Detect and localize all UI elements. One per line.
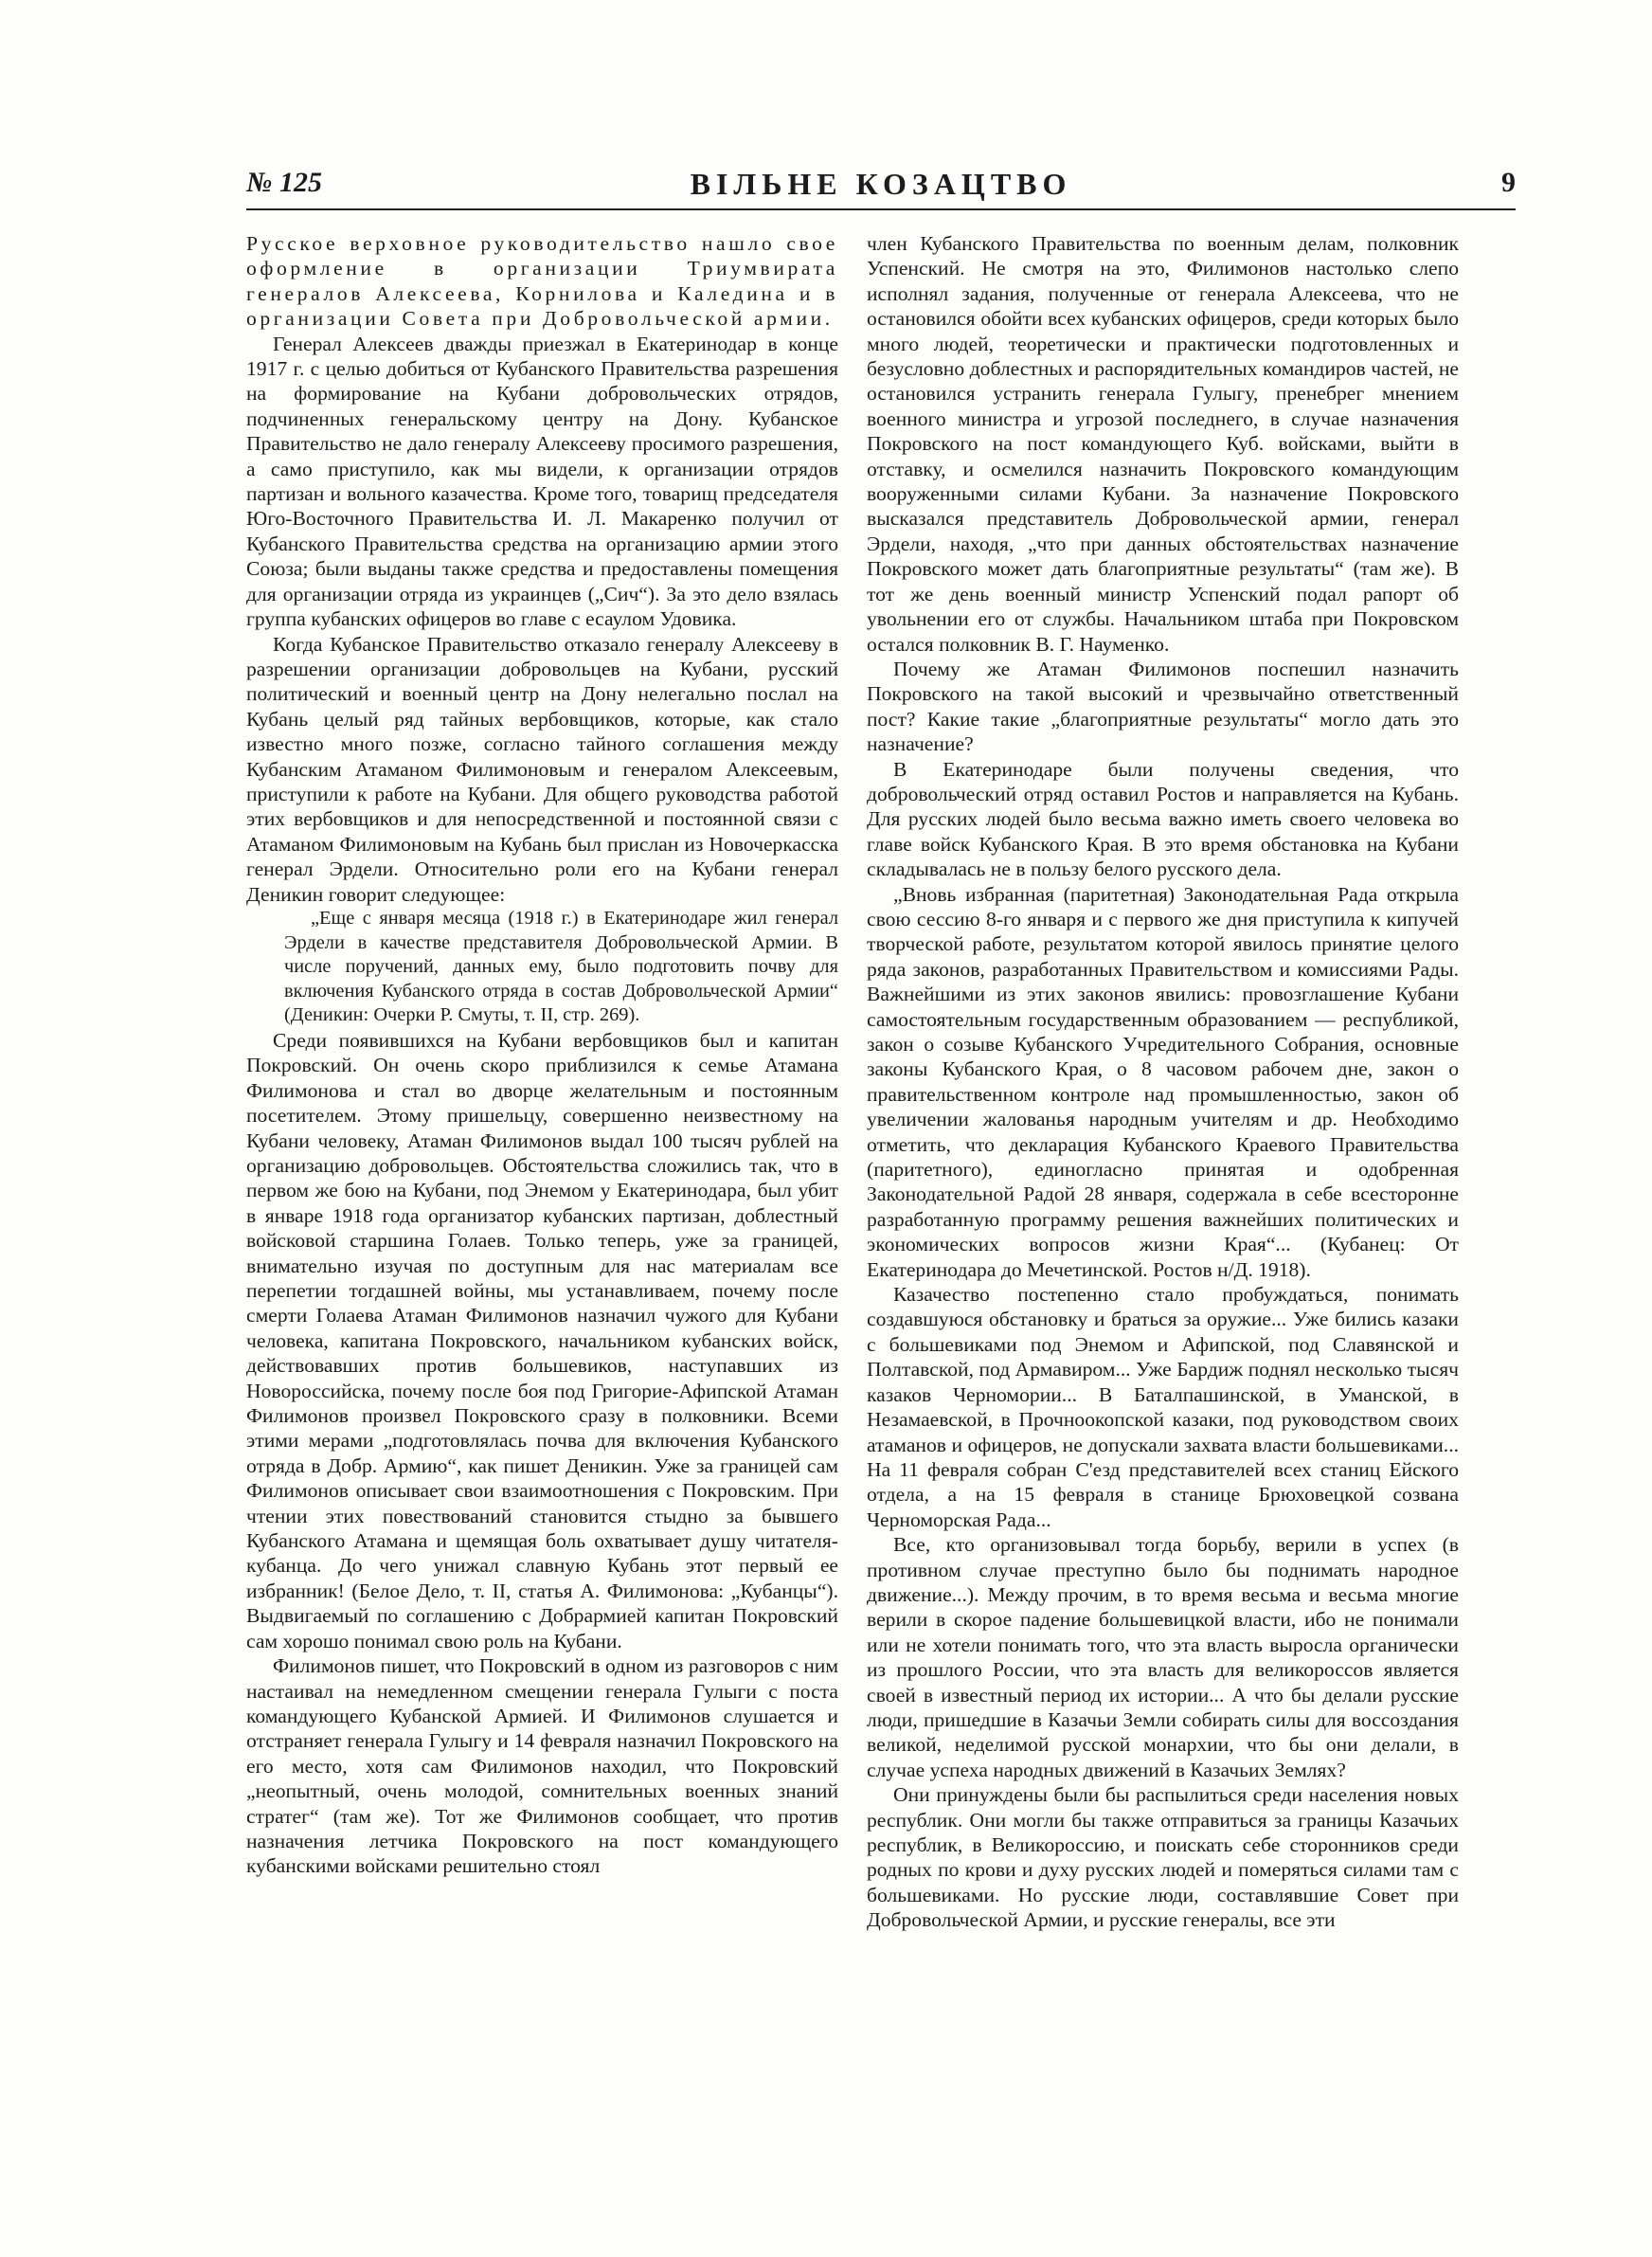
paragraph: Они принуждены были бы распылиться среди населения новых республик. Они могли бы также отправиться за границы Казачьих республик, в Великороссию, и поискать себе сторонников среди родных по крови и духу русских людей и померяться силами там с большевиками. Но русские люди, составлявшие Совет при Добровольческой Армии, и русские генералы, все эти xyxy=(867,1783,1459,1932)
left-column xyxy=(246,231,838,2164)
paragraph: Почему же Атаман Филимонов поспешил назначить Покровского на такой высокий и чрезвычайно ответственный пост? Какие такие „благоприятные результаты“ могло дать это назначение? xyxy=(867,657,1459,756)
paragraph: член Кубанского Правительства по военным делам, полковник Успенский. Не смотря на это, Филимонов настолько слепо исполнял задания, полученные от генерала Алексеева, что не остановился обойти всех кубанских офицеров, среди которых было много людей, теоретически и практически подготовленных и безусловно доблестных и распорядительных командиров частей, не остановился устранить генерала Гулыгу, пренебрег мнением военного министра и угрозой последнего, в случае назначения Покровского на пост командующего Куб. войсками, выйти в отставку, и осмелился назначить Покровского командующим вооруженными силами Кубани. За назначение Покровского высказался представитель Добровольческой армии, генерал Эрдели, находя, „что при данных обстоятельствах назначение Покровского может дать благоприятные результаты“ (там же). В тот же день военный министр Успенский подал рапорт об увольнении его от службы. Начальником штаба при Покровском остался полковник В. Г. Науменко. xyxy=(867,232,1459,656)
block-quote: „Еще с января месяца (1918 г.) в Екатеринодаре жил генерал Эрдели в качестве представителя Добровольческой Армии. В числе поручений, данных ему, было подготовить почву для включения Кубанского отряда в состав Добровольческой Армии“ (Деникин: Очерки Р. Смуты, т. II, стр. 269). xyxy=(284,907,838,1026)
paragraph: Генерал Алексеев дважды приезжал в Екатеринодар в конце 1917 г. с целью добиться от Кубанского Правительства разрешения на формирование на Кубани добровольческих отрядов, подчиненных генеральскому центру на Дону. Кубанское Правительство не дало генералу Алексееву просимого разрешения, а само приступило, как мы видели, к организации отрядов партизан и вольного казачества. Кроме того, товарищ председателя Юго-Восточного Правительства И. Л. Макаренко получил от Кубанского Правительства средства на организацию армии этого Союза; были выданы также средства и предоставлены помещения для организации отряда из украинцев („Сич“). За это дело взялась группа кубанских офицеров во главе с есаулом Удовика. xyxy=(246,332,838,631)
paragraph: В Екатеринодаре были получены сведения, что добровольческий отряд оставил Ростов и направляется на Кубань. Для русских людей было весьма важно иметь своего человека во главе войск Кубанского Края. В это время обстановка на Кубани складывалась не в пользу белого русского дела. xyxy=(867,757,1459,881)
paragraph: Казачество постепенно стало пробуждаться, понимать создавшуюся обстановку и браться за оружие... Уже бились казаки с большевиками под Энемом и Афипской, под Славянской и Полтавской, под Армавиром... Уже Бардиж поднял несколько тысяч казаков Черномории... В Баталпашинской, в Уманской, в Незамаевской, в Прочноокопской казаки, под руководством своих атаманов и офицеров, не допускали захвата власти большевиками... На 11 февраля собран С'езд представителей всех станиц Ейского отдела, а на 15 февраля в станице Брюховецкой созвана Черноморская Рада... xyxy=(867,1283,1459,1531)
paragraph: Филимонов пишет, что Покровский в одном из разговоров с ним настаивал на немедленном смещении генерала Гулыги с поста командующего Кубанской Армией. И Филимонов слушается и отстраняет генерала Гулыгу и 14 февраля назначил Покровского на его место, хотя сам Филимонов находил, что Покровский „неопытный, очень молодой, сомнительных военных знаний стратег“ (там же). Тот же Филимонов сообщает, что против назначения летчика Покровского на пост командующего кубанскими войсками решительно стоял xyxy=(246,1654,838,1878)
page-number: 9 xyxy=(1501,167,1516,198)
paragraph: Среди появившихся на Кубани вербовщиков был и капитан Покровский. Он очень скоро приблизился к семье Атамана Филимонова и стал во дворце желательным и постоянным посетителем. Этому пришельцу, совершенно неизвестному на Кубани человеку, Атаман Филимонов выдал 100 тысяч рублей на организацию добровольцев. Обстоятельства сложились так, что в первом же бою на Кубани, под Энемом у Екатеринодара, был убит в январе 1918 года организатор кубанских партизан, доблестный войсковой старшина Голаев. Только теперь, уже за границей, внимательно изучая по доступным для нас материалам все перепетии тогдашней войны, мы устанавливаем, почему после смерти Голаева Атаман Филимонов назначил чужого для Кубани человека, капитана Покровского, начальником кубанских войск, действовавших против большевиков, наступавших из Новороссийска, почему после боя под Григорие-Афипской Атаман Филимонов произвел Покровского сразу в полковники. Всеми этими мерами „подготовлялась почва для включения Кубанского отряда в Добр. Армию“, как пишет Деникин. Уже за границей сам Филимонов описывает свои взаимоотношения с Покровским. При чтении этих повествований становится стыдно за бывшего Кубанского Атамана и щемящая боль охватывает душу читателя-кубанца. До чего унижал славную Кубань этот первый ее избранник! (Белое Дело, т. II, статья А. Филимонова: „Кубанцы“). Выдвигаемый по соглашению с Добрармией капитан Покровский сам хорошо понимал свою роль на Кубани. xyxy=(246,1028,838,1652)
page-header xyxy=(246,167,1516,210)
paragraph: Когда Кубанское Правительство отказало генералу Алексееву в разрешении организации добровольцев на Кубани, русский политический и военный центр на Дону нелегально послал на Кубань целый ряд тайных вербовщиков, которые, как стало известно много позже, согласно тайного соглашения между Кубанским Атаманом Филимоновым и генералом Алексеевым, приступили к работе на Кубани. Для общего руководства работой этих вербовщиков и для непосредственной и постоянной связи с Атаманом Филимоновым на Кубань был прислан из Новочеркасска генерал Эрдели. Относительно роли его на Кубани генерал Деникин говорит следующее: xyxy=(246,632,838,906)
paragraph: „Вновь избранная (паритетная) Законодательная Рада открыла свою сессию 8-го января и с первого же дня приступила к кипучей творческой работе, результатом которой явилось принятие целого ряда законов, разработанных Правительством и комиссиями Рады. Важнейшими из этих законов явились: провозглашение Кубани самостоятельным государственным образованием — республикой, закон о созыве Кубанского Учредительного Собрания, основные законы Кубанского Края, о 8 часовом рабочем дне, закон о правительственном контроле над промышленностью, закон об увеличении жалованья народным учителям и др. Необходимо отметить, что декларация Кубанского Краевого Правительства (паритетного), единогласно принятая и одобренная Законодательной Радой 28 января, содержала в себе всесторонне разработанную программу решения важнейших политических и экономических вопросов жизни Края“... (Кубанец: От Екатеринодара до Мечетинской. Ростов н/Д. 1918). xyxy=(867,882,1459,1281)
issue-number: № 125 xyxy=(246,167,322,198)
paragraph: Все, кто организовывал тогда борьбу, верили в успех (в противном случае преступно было бы поднимать народное движение...). Между прочим, в то время весьма и весьма многие верили в скорое падение большевицкой власти, ибо не понимали или не хотели понимать того, что эта власть выросла органически из прошлого России, что эта власть для великороссов является своей в известный период их истории... А что бы делали русские люди, пришедшие в Казачьи Земли собирать силы для воссоздания великой, неделимой русской монархии, что бы они делали, в случае успеха народных движений в Казачьих Землях? xyxy=(867,1533,1459,1781)
journal-title: ВІЛЬНЕ КОЗАЦТВО xyxy=(690,167,1072,201)
right-column xyxy=(867,231,1459,2164)
paragraph: Русское верховное руководительство нашло свое оформление в организации Триумвирата генералов Алексеева, Корнилова и Каледина и в организации Совета при Добровольческой армии. xyxy=(246,232,838,331)
